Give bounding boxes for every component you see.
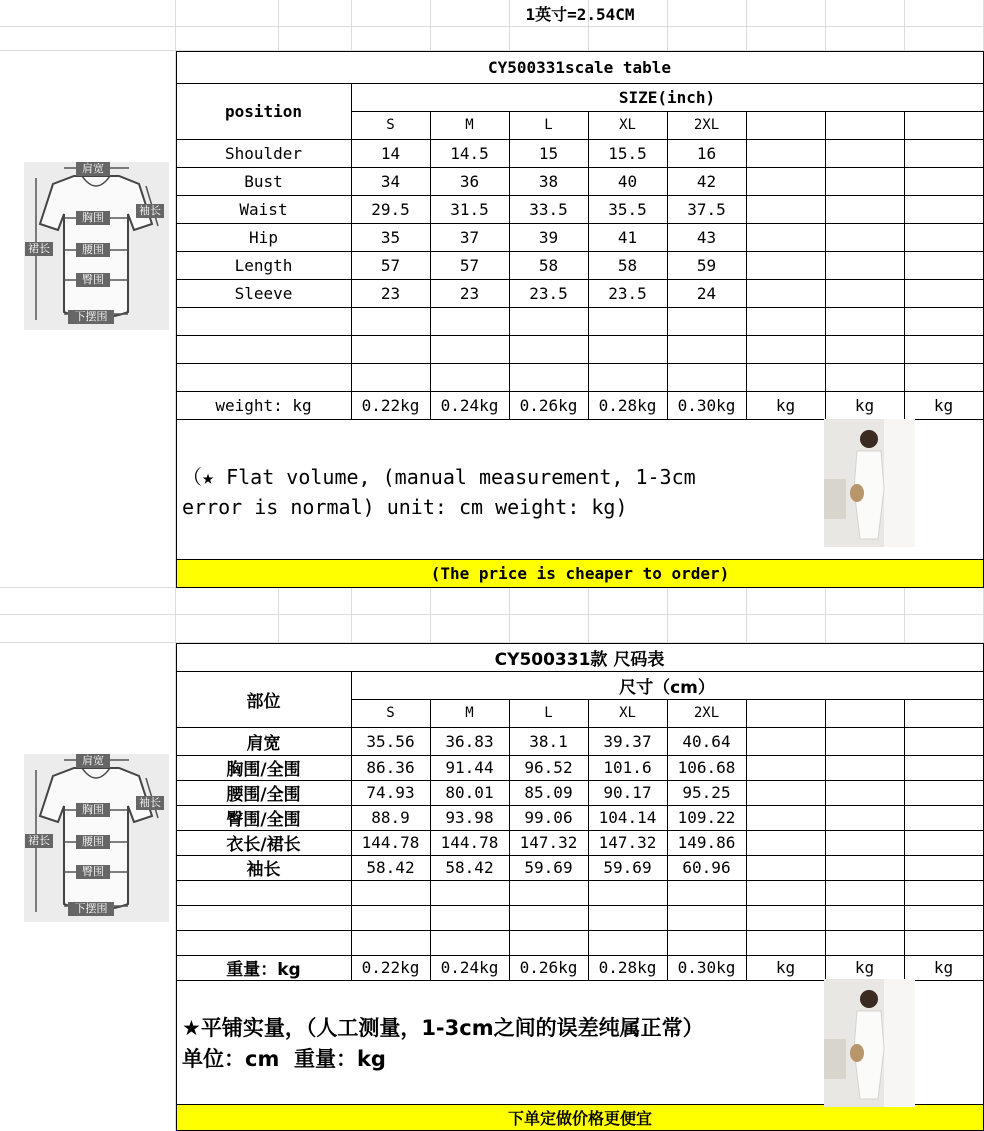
measurement-cell: 41 [617,227,638,247]
diagram-label: 下摆围 [68,310,114,324]
measurement-cell: 104.14 [598,808,657,827]
measurement-cell: 14 [380,143,401,163]
size-header-cell: 2XL [693,705,720,721]
diagram-label: 裙长 [25,242,53,256]
diagram-label: 胸围 [76,803,110,817]
weight-cell: 0.30kg [677,395,736,415]
table-rule [176,307,984,308]
measurement-cell: 23.5 [608,283,647,303]
weight-cell: kg [933,395,954,415]
measurement-cell: 93.98 [445,808,494,827]
measurement-cell: 57 [380,255,401,275]
garment-diagram-bottom [24,754,169,922]
weight-cell: 0.28kg [598,958,657,977]
measurement-cell: 99.06 [524,808,573,827]
measurement-cell: 36 [459,171,480,191]
row-label: 腰围/全围 [226,785,301,805]
measurement-note: ★平铺实量，（人工测量，1-3cm之间的误差纯属正常） 单位：cm 重量：kg [182,1016,704,1071]
measurement-cell: 35.5 [608,199,647,219]
diagram-label: 下摆围 [68,902,114,916]
measurement-cell: 34 [380,171,401,191]
measurement-cell: 58 [538,255,559,275]
measurement-cell: 59 [696,255,717,275]
row-label: 肩宽 [246,733,281,754]
diagram-label: 肩宽 [76,162,110,176]
table-title: CY500331款 尺码表 [494,649,665,670]
size-header-cell: XL [619,705,636,721]
measurement-cell: 35.56 [366,731,415,751]
table-rule [176,880,984,881]
diagram-label: 腰围 [76,243,110,257]
measurement-cell: 58.42 [366,858,415,877]
row-label: Sleeve [234,283,293,303]
model-photo-image [824,419,915,547]
measurement-cell: 24 [696,283,717,303]
row-label: Bust [244,171,283,191]
measurement-cell: 96.52 [524,758,573,777]
table-rule [904,111,905,419]
size-header-cell: S [386,705,395,721]
measurement-cell: 37.5 [687,199,726,219]
measurement-cell: 59.69 [524,858,573,877]
measurement-cell: 144.78 [361,833,420,852]
weight-cell: 0.26kg [519,395,578,415]
grid-line [0,614,984,615]
measurement-cell: 29.5 [371,199,410,219]
measurement-cell: 58.42 [445,858,494,877]
weight-cell: 0.28kg [598,395,657,415]
diagram-label: 裙长 [25,834,53,848]
price-banner: 下单定做价格更便宜 [177,1105,983,1130]
weight-cell: kg [854,395,875,415]
row-label: 臀围/全围 [226,810,301,830]
row-label: Hip [249,227,278,247]
size-unit-header: SIZE(inch) [618,87,716,107]
diagram-label: 肩宽 [76,754,110,768]
measurement-cell: 42 [696,171,717,191]
measurement-cell: 40.64 [682,731,731,751]
measurement-cell: 38 [538,171,559,191]
grid-line [0,26,984,27]
size-header-cell: 2XL [693,117,720,133]
table-rule [176,905,984,906]
diagram-label: 臀围 [76,865,110,879]
diagram-label: 臀围 [76,273,110,287]
size-unit-header: 尺寸（cm） [619,677,715,698]
measurement-cell: 91.44 [445,758,494,777]
measurement-cell: 23.5 [529,283,568,303]
measurement-cell: 59.69 [603,858,652,877]
price-banner: (The price is cheaper to order) [177,560,983,587]
measurement-cell: 90.17 [603,783,652,802]
row-label: 衣长/裙长 [226,835,301,855]
weight-cell: kg [933,958,954,977]
weight-cell: 0.22kg [361,395,420,415]
measurement-cell: 31.5 [450,199,489,219]
measurement-cell: 38.1 [529,731,568,751]
measurement-cell: 60.96 [682,858,731,877]
measurement-cell: 88.9 [371,808,410,827]
measurement-cell: 80.01 [445,783,494,802]
size-header-cell: L [544,117,553,133]
measurement-cell: 23 [459,283,480,303]
conversion-header: 1英寸=2.54CM [525,5,635,24]
diagram-label: 腰围 [76,835,110,849]
measurement-cell: 15.5 [608,143,647,163]
row-label: 袖长 [246,860,281,880]
position-header: 部位 [246,691,281,712]
garment-diagram-top [24,162,169,330]
measurement-cell: 149.86 [677,833,736,852]
model-photo-image [824,979,915,1107]
weight-label: 重量：kg [226,960,301,980]
table-rule [176,930,984,931]
weight-cell: kg [775,395,796,415]
diagram-label: 袖长 [136,796,164,810]
measurement-cell: 16 [696,143,717,163]
measurement-cell: 14.5 [450,143,489,163]
measurement-cell: 40 [617,171,638,191]
table-rule [904,699,905,980]
table-rule [825,111,826,419]
weight-cell: kg [854,958,875,977]
table-rule [825,699,826,980]
measurement-cell: 109.22 [677,808,736,827]
measurement-cell: 58 [617,255,638,275]
measurement-cell: 39.37 [603,731,652,751]
size-header-cell: L [544,705,553,721]
diagram-label: 袖长 [136,204,164,218]
measurement-note: （★ Flat volume, (manual measurement, 1-3cm error is normal) unit: cm weight: kg) [182,465,696,519]
model-photo-top [824,419,915,547]
measurement-cell: 95.25 [682,783,731,802]
weight-cell: 0.24kg [440,395,499,415]
measurement-cell: 147.32 [519,833,578,852]
weight-cell: 0.26kg [519,958,578,977]
measurement-cell: 37 [459,227,480,247]
measurement-cell: 74.93 [366,783,415,802]
weight-cell: 0.24kg [440,958,499,977]
diagram-label: 胸围 [76,211,110,225]
size-header-cell: M [465,117,474,133]
table-title: CY500331scale table [487,57,672,77]
table-rule [176,587,984,588]
measurement-cell: 57 [459,255,480,275]
weight-cell: kg [775,958,796,977]
row-label: Waist [239,199,288,219]
measurement-cell: 33.5 [529,199,568,219]
measurement-cell: 35 [380,227,401,247]
measurement-cell: 15 [538,143,559,163]
row-label: 胸围/全围 [226,760,301,780]
table-rule [746,111,747,419]
table-rule [176,335,984,336]
table-rule [746,699,747,980]
measurement-cell: 43 [696,227,717,247]
measurement-cell: 86.36 [366,758,415,777]
weight-cell: 0.30kg [677,958,736,977]
row-label: Shoulder [224,143,303,163]
weight-label: weight: kg [215,395,312,415]
measurement-cell: 39 [538,227,559,247]
measurement-cell: 101.6 [603,758,652,777]
size-header-cell: XL [619,117,636,133]
row-label: Length [234,255,293,275]
measurement-cell: 23 [380,283,401,303]
model-photo-bottom [824,979,915,1107]
measurement-cell: 85.09 [524,783,573,802]
measurement-cell: 144.78 [440,833,499,852]
weight-cell: 0.22kg [361,958,420,977]
measurement-cell: 36.83 [445,731,494,751]
size-header-cell: S [386,117,395,133]
measurement-cell: 106.68 [677,758,736,777]
size-header-cell: M [465,705,474,721]
table-rule [176,363,984,364]
measurement-cell: 147.32 [598,833,657,852]
position-header: position [224,101,303,121]
